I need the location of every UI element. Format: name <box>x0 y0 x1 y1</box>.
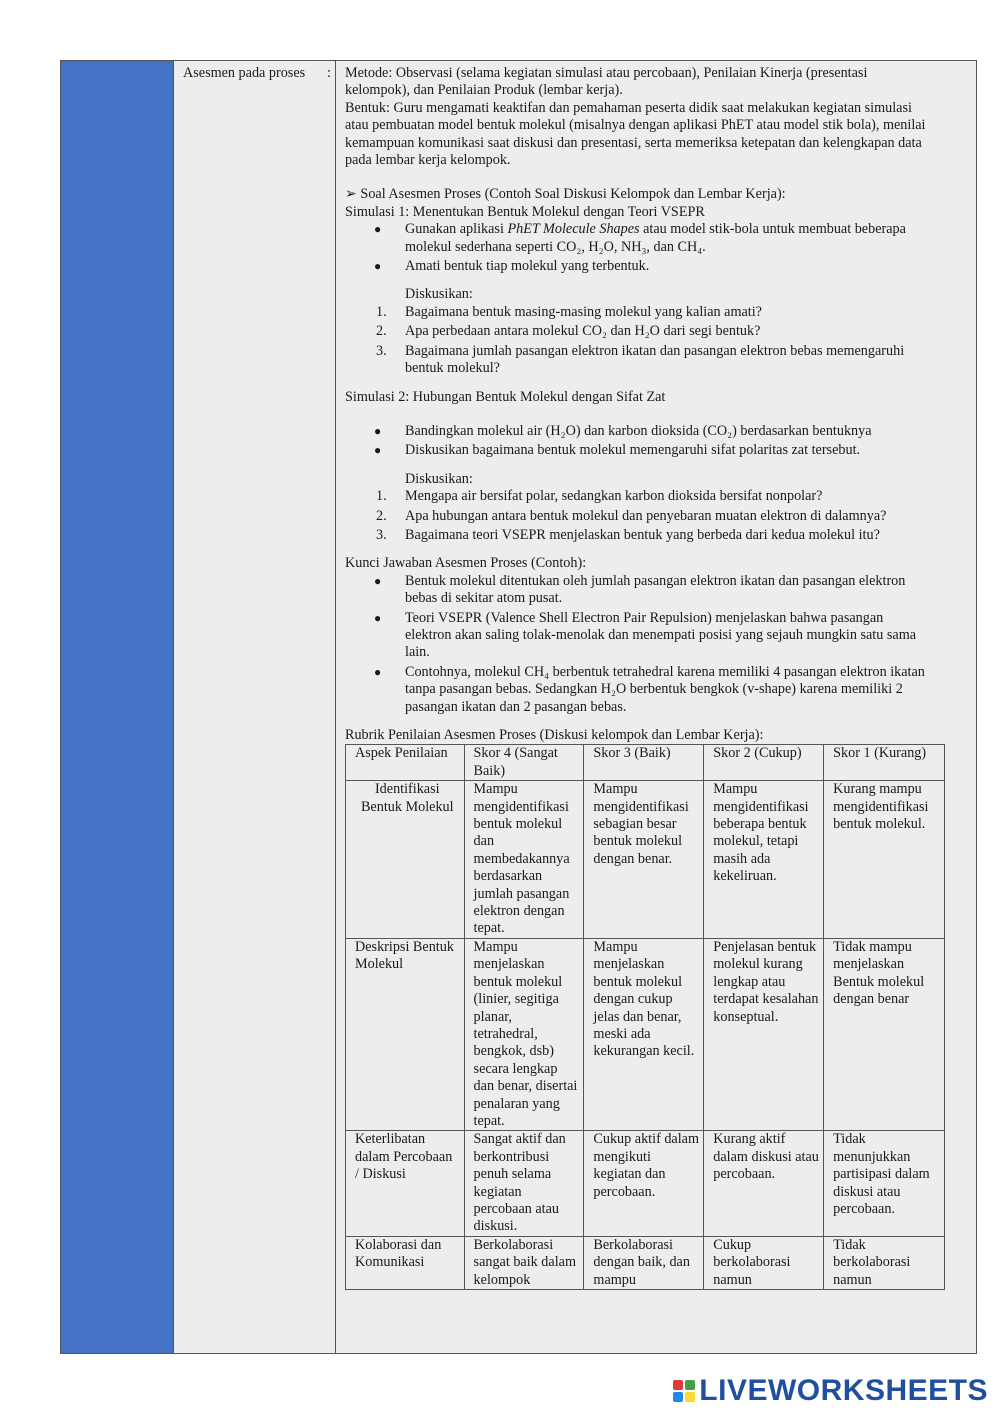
rubric-score-cell: Penjelasan bentuk molekul kurang lengkap atau terdapat kesalahan konseptual. <box>704 938 824 1130</box>
list-number: 1. <box>376 488 387 505</box>
rubric-score-cell: Mampu mengidentifikasi beberapa bentuk molekul, tetapi masih ada kekeliruan. <box>704 781 824 939</box>
form-line: Bentuk: Guru mengamati keaktifan dan pemahaman peserta didik saat melakukan kegiatan simulasi <box>345 99 912 116</box>
bullet-text: atau model stik-bola untuk membuat beberapa <box>639 221 906 238</box>
rubric-header-cell: Skor 1 (Kurang) <box>824 745 945 781</box>
rubric-score-cell: Mampu mengidentifikasi bentuk molekul dan membedakannya berdasarkan jumlah pasangan elektron dengan tepat. <box>464 781 584 939</box>
row-label-colon: : <box>327 65 331 81</box>
answer-key-title: Kunci Jawaban Asesmen Proses (Contoh): <box>345 555 587 572</box>
lesson-plan-table-row <box>60 60 977 1354</box>
simulation-1-bullets <box>345 221 966 275</box>
rubric-score-cell: Tidak mampu menjelaskan Bentuk molekul dengan benar <box>824 938 945 1130</box>
list-number: 2. <box>376 507 387 524</box>
question-text: bentuk molekul? <box>405 360 500 377</box>
bullet-text: Amati bentuk tiap molekul yang terbentuk. <box>405 258 650 275</box>
rubric-score-cell: Kurang aktif dalam diskusi atau percobaan. <box>704 1131 824 1236</box>
app-name: PhET Molecule Shapes <box>507 221 640 238</box>
bullet-mark: ● <box>374 573 382 588</box>
list-item <box>345 304 966 321</box>
list-item <box>345 221 966 256</box>
rubric-score-cell: Tidak menunjukkan partisipasi dalam diskusi atau percobaan. <box>824 1131 945 1236</box>
table-row <box>346 1131 945 1236</box>
logo-square <box>673 1380 683 1390</box>
bullet-mark: ● <box>374 222 382 237</box>
rubric-header-cell: Aspek Penilaian <box>346 745 465 781</box>
table-row <box>346 781 945 939</box>
bullet-text: elektron akan saling tolak-menolak dan menempati posisi yang sejauh mungkin satu sama <box>405 626 917 643</box>
bullet-text: molekul sederhana seperti CO₂, H₂O, NH₃, dan CH₄. <box>405 238 706 255</box>
table-row <box>346 938 945 1130</box>
list-item <box>345 442 966 459</box>
bullet-mark: ● <box>374 259 382 274</box>
logo-square <box>673 1392 683 1402</box>
simulation-1-questions <box>345 304 966 378</box>
rubric-score-cell: Cukup aktif dalam mengikuti kegiatan dan percobaan. <box>584 1131 704 1236</box>
liveworksheets-logo[interactable] <box>673 1374 988 1408</box>
form-line: pada lembar kerja kelompok. <box>345 152 511 169</box>
rubric-score-cell: Sangat aktif dan berkontribusi penuh selama kegiatan percobaan atau diskusi. <box>464 1131 584 1236</box>
bullet-text: lain. <box>405 644 430 661</box>
list-item <box>345 423 966 440</box>
simulation-1-title: Simulasi 1: Menentukan Bentuk Molekul dengan Teori VSEPR <box>345 203 705 220</box>
method-line: Metode: Observasi (selama kegiatan simulasi atau percobaan), Penilaian Kinerja (presentasi <box>345 65 868 81</box>
discussion-label: Diskusikan: <box>405 286 473 303</box>
bullet-mark: ● <box>374 443 382 458</box>
form-line: kemampuan komunikasi saat diskusi dan presentasi, serta memeriksa ketepatan dan kelengkapan data <box>345 134 922 151</box>
bullet-text: tanpa pasangan bebas. Sedangkan H₂O berbentuk bengkok (v-shape) karena memiliki 2 <box>405 681 903 698</box>
rubric-score-cell: Cukup berkolaborasi namun <box>704 1236 824 1289</box>
row-label-cell <box>174 61 336 1353</box>
table-row <box>346 1236 945 1289</box>
bullet-text: Bentuk molekul ditentukan oleh jumlah pasangan elektron ikatan dan pasangan elektron <box>405 572 906 589</box>
discussion-label: Diskusikan: <box>405 470 473 487</box>
logo-square <box>685 1392 695 1402</box>
bullet-text: Teori VSEPR (Valence Shell Electron Pair Repulsion) menjelaskan bahwa pasangan <box>405 609 884 626</box>
rubric-table <box>345 744 945 1290</box>
rubric-score-cell: Mampu menjelaskan bentuk molekul dengan cukup jelas dan benar, meski ada kekurangan kecil. <box>584 938 704 1130</box>
list-item <box>345 664 966 716</box>
rubric-score-cell: Berkolaborasi dengan baik, dan mampu <box>584 1236 704 1289</box>
bullet-text: Bandingkan molekul air (H₂O) dan karbon dioksida (CO₂) berdasarkan bentuknya <box>405 422 872 439</box>
rubric-aspect-cell: Identifikasi Bentuk Molekul <box>346 781 465 939</box>
simulation-2-title: Simulasi 2: Hubungan Bentuk Molekul dengan Sifat Zat <box>345 388 666 405</box>
rubric-aspect-cell: Kolaborasi dan Komunikasi <box>346 1236 465 1289</box>
row-content-cell <box>336 61 976 1353</box>
list-item <box>345 508 966 525</box>
bullet-text: bebas di sekitar atom pusat. <box>405 590 563 607</box>
simulation-2-bullets <box>345 423 966 460</box>
list-number: 1. <box>376 303 387 320</box>
simulation-2-questions <box>345 488 966 544</box>
list-item <box>345 323 966 340</box>
soal-heading: ➢ Soal Asesmen Proses (Contoh Soal Diskusi Kelompok dan Lembar Kerja): <box>345 186 786 203</box>
bullet-text: pasangan ikatan dan 2 pasangan bebas. <box>405 698 627 715</box>
rubric-aspect-cell: Deskripsi Bentuk Molekul <box>346 938 465 1130</box>
rubric-score-cell: Tidak berkolaborasi namun <box>824 1236 945 1289</box>
bullet-mark: ● <box>374 423 382 438</box>
rubric-header-row <box>346 745 945 781</box>
rubric-score-cell: Mampu menjelaskan bentuk molekul (linier, segitiga planar, tetrahedral, bengkok, dsb) secara lengkap dan benar, disertai penalaran yang tepat. <box>464 938 584 1130</box>
list-number: 3. <box>376 342 387 359</box>
list-item <box>345 488 966 505</box>
blue-side-column <box>61 61 174 1353</box>
bullet-mark: ● <box>374 664 382 679</box>
question-text: Mengapa air bersifat polar, sedangkan karbon dioksida bersifat nonpolar? <box>405 488 823 505</box>
question-text: Bagaimana jumlah pasangan elektron ikatan dan pasangan elektron bebas memengaruhi <box>405 342 905 359</box>
rubric-title: Rubrik Penilaian Asesmen Proses (Diskusi kelompok dan Lembar Kerja): <box>345 727 764 743</box>
method-line: kelompok), dan Penilaian Produk (lembar kerja). <box>345 82 623 99</box>
rubric-header-cell: Skor 2 (Cukup) <box>704 745 824 781</box>
question-text: Bagaimana bentuk masing-masing molekul yang kalian amati? <box>405 303 762 320</box>
form-line: atau pembuatan model bentuk molekul (misalnya dengan aplikasi PhET atau model stik bola), menilai <box>345 117 926 134</box>
row-label: Asesmen pada proses <box>183 65 306 81</box>
rubric-score-cell: Mampu mengidentifikasi sebagian besar bentuk molekul dengan benar. <box>584 781 704 939</box>
rubric-score-cell: Kurang mampu mengidentifikasi bentuk molekul. <box>824 781 945 939</box>
bullet-text: Gunakan aplikasi <box>405 221 508 238</box>
rubric-header-cell: Skor 4 (Sangat Baik) <box>464 745 584 781</box>
list-item <box>345 258 966 275</box>
list-number: 3. <box>376 526 387 543</box>
question-text: Bagaimana teori VSEPR menjelaskan bentuk yang berbeda dari kedua molekul itu? <box>405 526 880 543</box>
logo-square <box>685 1380 695 1390</box>
bullet-mark: ● <box>374 610 382 625</box>
logo-grid-icon <box>673 1380 695 1402</box>
rubric-aspect-cell: Keterlibatan dalam Percobaan / Diskusi <box>346 1131 465 1236</box>
bullet-text: Diskusikan bagaimana bentuk molekul memengaruhi sifat polaritas zat tersebut. <box>405 442 861 459</box>
question-text: Apa perbedaan antara molekul CO₂ dan H₂O dari segi bentuk? <box>405 323 761 340</box>
list-item <box>345 610 966 662</box>
list-item <box>345 343 966 378</box>
list-item <box>345 573 966 608</box>
list-item <box>345 527 966 544</box>
list-number: 2. <box>376 323 387 340</box>
answer-key-bullets <box>345 573 966 716</box>
rubric-score-cell: Berkolaborasi sangat baik dalam kelompok <box>464 1236 584 1289</box>
rubric-header-cell: Skor 3 (Baik) <box>584 745 704 781</box>
question-text: Apa hubungan antara bentuk molekul dan penyebaran muatan elektron di dalamnya? <box>405 507 887 524</box>
brand-wordmark: LIVEWORKSHEETS <box>699 1374 988 1408</box>
bullet-text: Contohnya, molekul CH₄ berbentuk tetrahedral karena memiliki 4 pasangan elektron ikatan <box>405 663 925 680</box>
